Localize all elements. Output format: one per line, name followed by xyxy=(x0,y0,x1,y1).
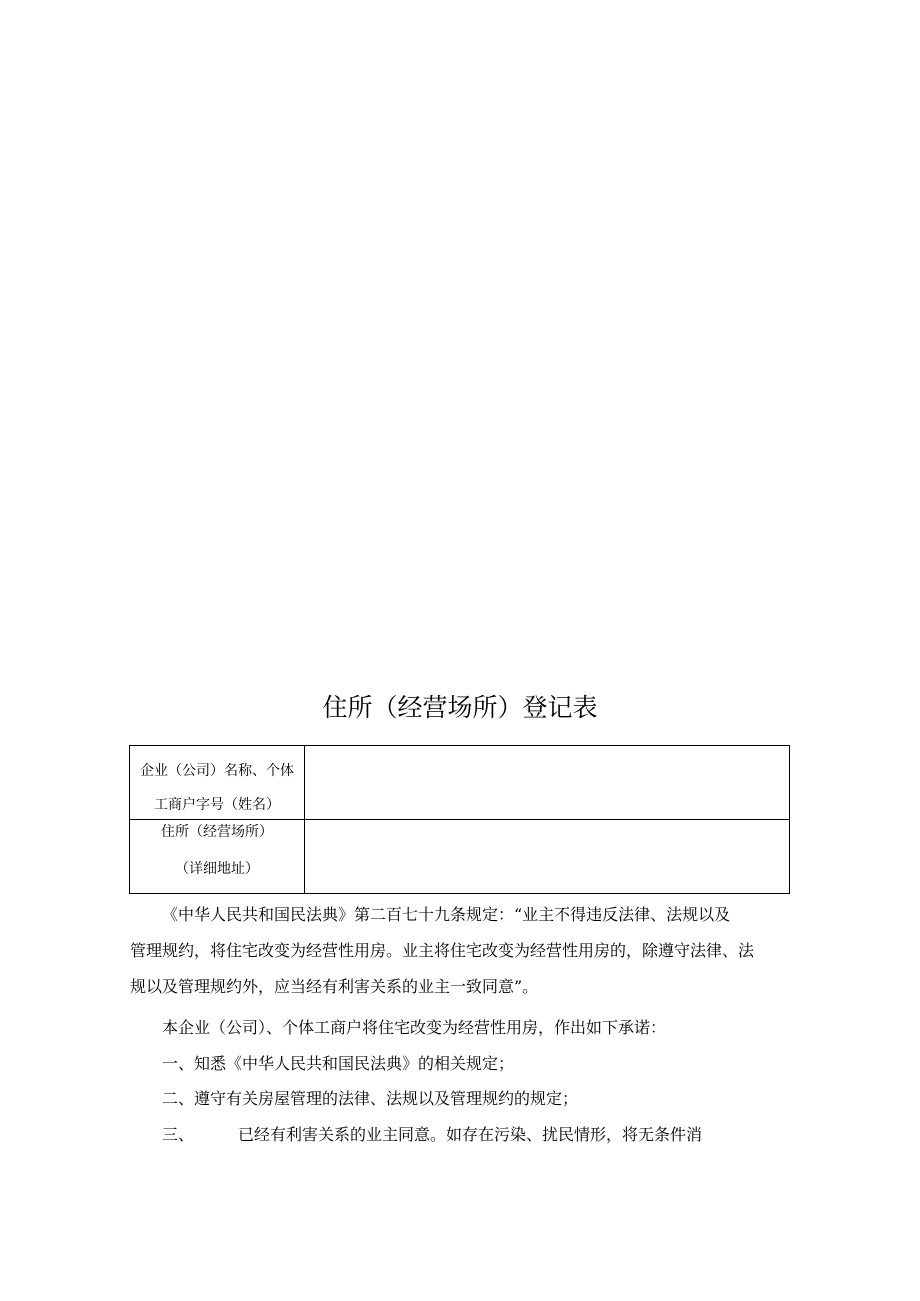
paragraph-line: 《中华人民共和国民法典》第二百七十九条规定：“业主不得违反法律、法规以及 xyxy=(162,905,731,924)
label-company-name-line1: 企业（公司）名称、个体 xyxy=(140,763,294,779)
label-address-line2: （详细地址） xyxy=(175,861,259,877)
commitment-item-3-number: 三、 xyxy=(162,1125,195,1144)
registration-table xyxy=(129,745,790,894)
commitment-item-3 xyxy=(130,1123,824,1147)
paragraph-commitment-intro: 本企业（公司）、个体工商户将住宅改变为经营性用房，作出如下承诺： xyxy=(162,1018,667,1037)
value-cell-address[interactable] xyxy=(305,820,790,894)
commitment-item-1: 一、知悉《中华人民共和国民法典》的相关规定； xyxy=(162,1054,515,1073)
label-company-name-line2: 工商户字号（姓名） xyxy=(154,797,280,813)
page-title: 住所（经营场所）登记表 xyxy=(322,693,598,722)
paragraph-line: 管理规约，将住宅改变为经营性用房。业主将住宅改变为经营性用房的，除遵守法律、法 xyxy=(130,941,755,960)
label-cell-company-name xyxy=(130,746,305,820)
label-cell-address xyxy=(130,820,305,894)
paragraph-civil-code xyxy=(130,903,792,1011)
commitment-item-2: 二、遵守有关房屋管理的法律、法规以及管理规约的规定； xyxy=(162,1089,579,1108)
label-address-line1: 住所（经营场所） xyxy=(161,824,273,840)
commitment-item-3-text: 已经有利害关系的业主同意。如存在污染、扰民情形，将无条件消 xyxy=(238,1125,703,1144)
value-cell-company-name[interactable] xyxy=(305,746,790,820)
table-row xyxy=(130,820,790,894)
paragraph-line: 规以及管理规约外，应当经有利害关系的业主一致同意”。 xyxy=(130,977,539,996)
table-row xyxy=(130,746,790,820)
